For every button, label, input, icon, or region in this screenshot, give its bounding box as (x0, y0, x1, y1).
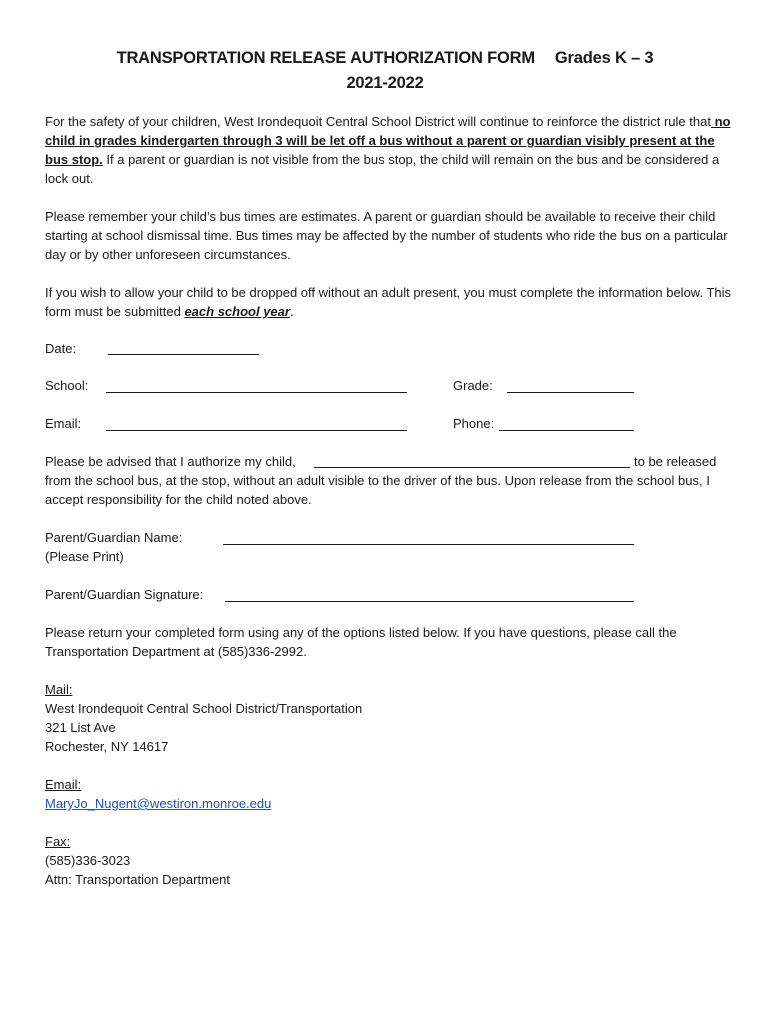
email-link[interactable]: MaryJo_Nugent@westiron.monroe.edu (45, 796, 272, 811)
reminder-paragraph: Please remember your child’s bus times are estimates. A parent or guardian should be available to receive their child starting at school dismissal time. Bus times may be affected by the number of students who ride the bus on a particular day or by other unforeseen circumstances. (45, 209, 728, 262)
intro-rule: no child in grades kindergarten through 3 will be let off a bus without a parent or guardian visibly present at the bus stop. (45, 114, 731, 167)
grade-field[interactable] (507, 392, 634, 393)
instructions-paragraph (45, 283, 735, 321)
authorization-rest: from the school bus, at the stop, without an adult visible to the driver of the bus. Upon release from the school bus, I accept responsibility for the child noted above. (45, 473, 710, 507)
authorization-after: to be released (634, 454, 717, 469)
instructions-after: . (289, 304, 294, 319)
school-label: School: (45, 378, 89, 393)
school-year: 2021-2022 (346, 74, 424, 92)
school-field[interactable] (106, 392, 407, 393)
parent-name-field[interactable] (223, 544, 634, 545)
authorization-before: Please be advised that I authorize my child, (45, 454, 296, 469)
fax-heading: Fax: (45, 834, 71, 849)
form-title (0, 49, 770, 68)
grade-label: Grade: (453, 378, 493, 393)
date-field[interactable] (108, 354, 259, 355)
email-heading: Email: (45, 777, 82, 792)
mail-line-1: West Irondequoit Central School District/Transportation (45, 701, 363, 716)
fax-number: (585)336-3023 (45, 853, 131, 868)
intro-before: For the safety of your children, West Irondequoit Central School District will continue to reinforce the district rule that (45, 114, 711, 129)
child-name-field[interactable] (314, 467, 630, 468)
mail-line-3: Rochester, NY 14617 (45, 739, 169, 754)
signature-field[interactable] (225, 601, 634, 602)
mail-heading: Mail: (45, 682, 73, 697)
instructions-before: If you wish to allow your child to be dropped off without an adult present, you must complete the information below. This form must be submitted (45, 285, 732, 319)
return-paragraph: Please return your completed form using any of the options listed below. If you have questions, please call the Transportation Department at (585)336-2992. (45, 625, 677, 659)
intro-after: If a parent or guardian is not visible from the bus stop, the child will remain on the bus and be considered a lock out. (45, 152, 720, 186)
fax-attn: Attn: Transportation Department (45, 872, 230, 887)
grades-text: Grades K – 3 (554, 49, 654, 67)
signature-label: Parent/Guardian Signature: (45, 587, 204, 602)
print-note: (Please Print) (45, 549, 124, 564)
mail-line-2: 321 List Ave (45, 720, 116, 735)
title-text: TRANSPORTATION RELEASE AUTHORIZATION FORM (116, 49, 535, 67)
intro-paragraph (45, 112, 735, 188)
email-label: Email: (45, 416, 82, 431)
date-label: Date: (45, 341, 77, 356)
email-field[interactable] (106, 430, 407, 431)
phone-field[interactable] (499, 430, 634, 431)
phone-label: Phone: (453, 416, 495, 431)
parent-name-label: Parent/Guardian Name: (45, 530, 183, 545)
instructions-emphasis: each school year (184, 304, 290, 319)
